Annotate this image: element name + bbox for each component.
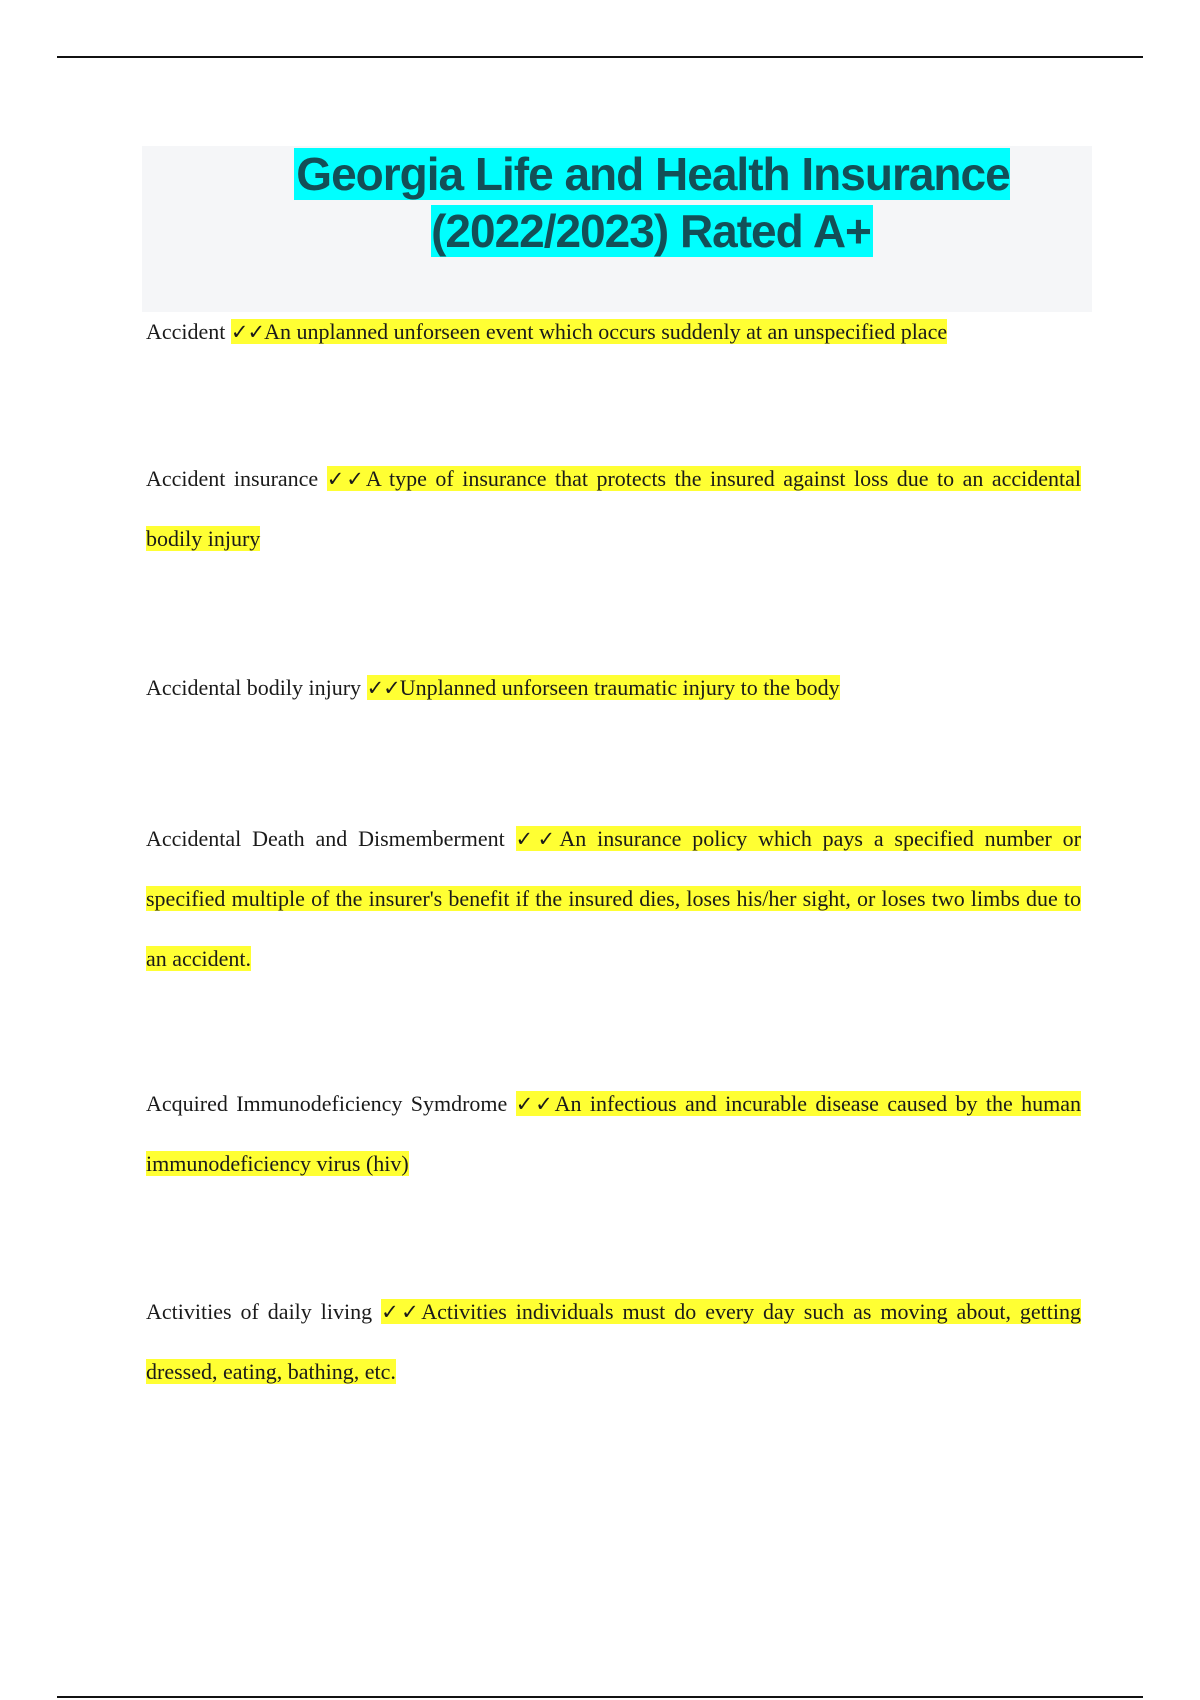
entry-definition: An infectious and incurable disease caused by the human immunodeficiency virus (hiv) (146, 1091, 1081, 1176)
glossary-entry-accident-insurance (146, 449, 1081, 569)
entry-term: Acquired Immunodeficiency Symdrome (146, 1091, 508, 1116)
entry-definition-highlight (367, 675, 840, 700)
entry-term: Accidental bodily injury (146, 675, 362, 700)
double-check-icon: ✓✓ (230, 320, 265, 344)
glossary-entry-accidental-death (146, 809, 1081, 989)
glossary-entry-accidental-bodily-injury (146, 658, 1081, 718)
double-check-icon: ✓✓ (326, 467, 366, 491)
entry-term: Accident (146, 319, 226, 344)
entry-definition: An insurance policy which pays a specified number or specified multiple of the insurer's benefit if the insured dies, loses his/her sight, or loses two limbs due to an accident. (146, 826, 1082, 971)
entry-definition: An unplanned unforseen event which occurs suddenly at an unspecified place (264, 319, 948, 344)
double-check-icon: ✓✓ (381, 1300, 422, 1324)
entry-term: Activities of daily living (146, 1299, 373, 1324)
entry-definition: Activities individuals must do every day such as moving about, getting dressed, eating, bathing, etc. (146, 1299, 1082, 1384)
glossary-entry-accident (146, 302, 1081, 362)
double-check-icon: ✓✓ (515, 1092, 555, 1116)
double-check-icon: ✓✓ (515, 827, 560, 851)
footer-rule (57, 1696, 1143, 1698)
title-block (142, 146, 1092, 312)
entry-term: Accidental Death and Dismemberment (146, 826, 505, 851)
entry-definition-highlight (231, 319, 947, 344)
entry-definition: A type of insurance that protects the insured against loss due to an accidental bodily injury (146, 466, 1082, 551)
title-highlight: Georgia Life and Health Insurance (2022/2023) Rated A+ (296, 148, 1010, 257)
glossary-entry-aids (146, 1074, 1081, 1194)
entry-term: Accident insurance (146, 466, 319, 491)
double-check-icon: ✓✓ (366, 676, 400, 700)
header-rule (57, 56, 1143, 58)
entry-definition: Unplanned unforseen traumatic injury to the body (399, 675, 840, 700)
glossary-entry-activities-of-daily-living (146, 1282, 1081, 1402)
document-title (222, 146, 1082, 260)
